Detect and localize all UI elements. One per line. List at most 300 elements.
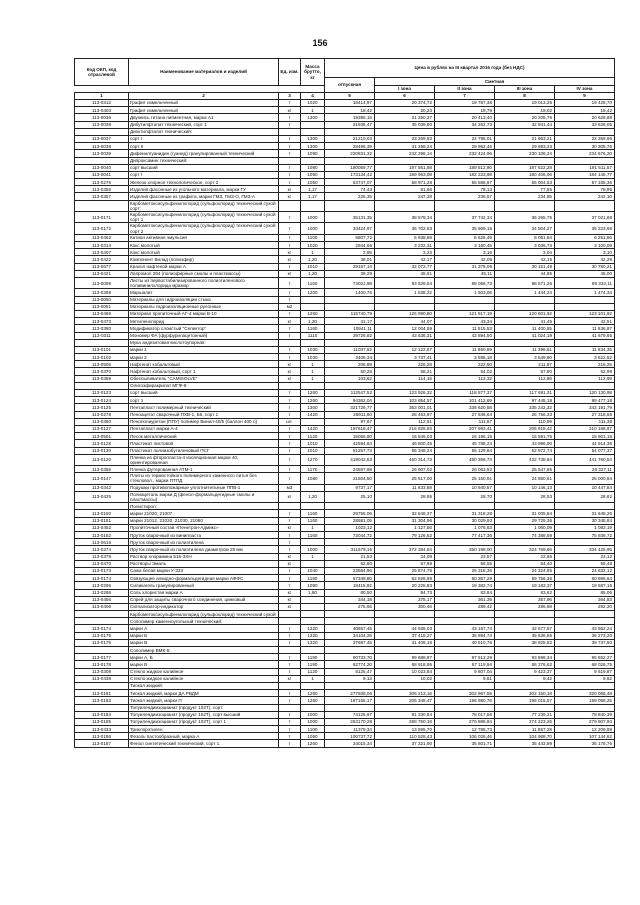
cell-zone-3-price: 19 183,37	[495, 582, 555, 589]
cell-mass: 1100	[301, 726, 325, 733]
cell-zone-4-price: 111,38	[555, 418, 615, 425]
cell-zone-2-price: 19,79	[435, 107, 495, 114]
cell-name: Железо хлорное технологическое, сорт 2	[129, 179, 279, 186]
cell-name: марки 1	[129, 346, 279, 353]
cell-code: 113-0370	[75, 368, 129, 375]
cell-zone-4-price	[555, 128, 615, 135]
cell-zone-4-price: 42,51	[555, 318, 615, 325]
cell-name: Подушки противопожарные уплотнительные ППВ-1	[129, 484, 279, 491]
cell-code: 113-0182	[75, 697, 129, 704]
col-number: 8	[495, 93, 555, 100]
table-row	[75, 296, 615, 303]
cell-mass: 1	[301, 375, 325, 382]
cell-name: Пластикат полиизобутиленовый ПСГ	[129, 447, 279, 454]
cell-release-price	[325, 382, 375, 389]
cell-zone-1-price: 38 578,34	[375, 212, 435, 223]
cell-zone-1-price: 68 918,95	[375, 661, 435, 668]
cell-code: 113-0181	[75, 690, 129, 697]
cell-unit: т	[279, 668, 301, 675]
cell-code: 113-0296	[75, 582, 129, 589]
cell-unit: т	[279, 539, 301, 546]
cell-code: 113-0187	[75, 740, 129, 747]
cell-mass: 1060	[301, 733, 325, 740]
cell-zone-4-price	[555, 682, 615, 689]
cell-zone-4-price	[555, 611, 615, 618]
cell-mass: 1320	[301, 632, 325, 639]
cell-mass	[301, 618, 325, 625]
cell-zone-3-price: 180 406,06	[495, 171, 555, 178]
cell-zone-2-price: 22 795,01	[435, 135, 495, 142]
cell-zone-1-price: 62 926,69	[375, 575, 435, 582]
col-number: 1	[75, 93, 129, 100]
cell-name: марки А	[129, 625, 279, 632]
cell-unit: м3	[279, 484, 301, 491]
table-row	[75, 603, 615, 610]
cell-unit: т	[279, 510, 301, 517]
cell-zone-4-price: 216,25	[555, 361, 615, 368]
cell-mass: 1190	[301, 654, 325, 661]
cell-zone-4-price: 41 679,65	[555, 332, 615, 339]
table-row	[75, 553, 615, 560]
cell-mass: 1020	[301, 100, 325, 107]
cell-release-price: 18414,97	[325, 100, 375, 107]
cell-unit: т	[279, 740, 301, 747]
cell-zone-2-price: 78,13	[435, 186, 495, 193]
cell-unit	[279, 382, 301, 389]
cell-release-price: 2,95	[325, 249, 375, 256]
cell-zone-4-price: 35 223,68	[555, 223, 615, 234]
cell-release-price: 39726,82	[325, 332, 375, 339]
cell-zone-3-price: 211,87	[495, 361, 555, 368]
cell-mass: 1090	[301, 164, 325, 171]
cell-zone-4-price: 199 058,25	[555, 697, 615, 704]
cell-zone-2-price: 196 980,76	[435, 697, 495, 704]
cell-zone-3-price	[495, 503, 555, 510]
cell-unit: т	[279, 263, 301, 270]
cell-code: 113-0184	[75, 711, 129, 718]
cell-name: Карбометоксисульфенилхлорид (сульфохлорид) технический сухой сорт 2	[129, 223, 279, 234]
table-row	[75, 310, 615, 317]
cell-name: Пеноацетат сварочный ПХВ-1, Б5, сорт 1	[129, 411, 279, 418]
cell-name: сорт высший	[129, 164, 279, 171]
cell-zone-4-price: 57 165,36	[555, 179, 615, 186]
cell-zone-2-price: 31 318,28	[435, 510, 495, 517]
cell-code: 113-0120	[75, 454, 129, 465]
cell-zone-2-price: 40 510,76	[435, 639, 495, 646]
cell-zone-4-price: 441 760,54	[555, 454, 615, 465]
cell-zone-2-price: 232 424,96	[435, 150, 495, 157]
cell-zone-1-price	[375, 611, 435, 618]
table-row	[75, 546, 615, 553]
cell-unit: т	[279, 332, 301, 339]
cell-release-price	[325, 682, 375, 689]
cell-zone-3-price: 59 756,36	[495, 575, 555, 582]
cell-code: 113-0470	[75, 560, 129, 567]
table-row	[75, 186, 615, 193]
cell-name: марки В	[129, 639, 279, 646]
cell-release-price: 74,43	[325, 186, 375, 193]
cell-code: 113-0357	[75, 193, 129, 200]
cell-name: Пенополиуретан (ППУ) полимер Винил-40/5 (баллон 400 л)	[129, 418, 279, 425]
cell-zone-2-price: 1 076,63	[435, 524, 495, 531]
cell-zone-3-price: 42,15	[495, 256, 555, 263]
cell-zone-2-price: 289,42	[435, 603, 495, 610]
cell-zone-1-price: 25 517,00	[375, 473, 435, 484]
cell-code: 113-0186	[75, 733, 129, 740]
cell-code: 113-0151	[75, 517, 129, 524]
cell-zone-2-price	[435, 382, 495, 389]
cell-name: Пруток сварочный из винипласта	[129, 532, 279, 539]
table-row	[75, 589, 615, 596]
cell-release-price: 187155,17	[325, 697, 375, 704]
cell-mass: 1260	[301, 697, 325, 704]
table-row	[75, 397, 615, 404]
cell-code: 113-0173	[75, 567, 129, 574]
cell-zone-4-price: 52,99	[555, 368, 615, 375]
cell-zone-4-price: 85,06	[555, 589, 615, 596]
cell-unit: т	[279, 440, 301, 447]
cell-unit	[279, 618, 301, 625]
cell-zone-2-price: 350 199,00	[435, 546, 495, 553]
cell-zone-1-price: 13 595,70	[375, 726, 435, 733]
cell-zone-3-price: 324 769,66	[495, 546, 555, 553]
cell-zone-3-price: 112,86	[495, 375, 555, 382]
cell-zone-4-price: 31 648,26	[555, 510, 615, 517]
cell-zone-3-price: 83,62	[495, 589, 555, 596]
cell-code: 113-0462	[75, 234, 129, 241]
cell-release-price: 25,10	[325, 491, 375, 502]
cell-release-price: 225,35	[325, 193, 375, 200]
cell-release-price: 37697,45	[325, 639, 375, 646]
cell-name: Метиленхлорид	[129, 318, 279, 325]
cell-mass: 1	[301, 249, 325, 256]
cell-zone-2-price: 11 515,53	[435, 325, 495, 332]
cell-mass: 1010	[301, 440, 325, 447]
cell-code: 113-0038	[75, 143, 129, 150]
cell-release-price: 40657,45	[325, 625, 375, 632]
cell-release-price: 97,67	[325, 418, 375, 425]
cell-code	[75, 618, 129, 625]
cell-unit: кг	[279, 560, 301, 567]
cell-zone-3-price: 11 400,65	[495, 325, 555, 332]
cell-release-price: 90733,70	[325, 654, 375, 661]
cell-unit: т	[279, 661, 301, 668]
cell-zone-1-price: 197 561,58	[375, 164, 435, 171]
cell-unit: т	[279, 411, 301, 418]
cell-zone-3-price: 34 504,27	[495, 223, 555, 234]
cell-zone-3-price	[495, 200, 555, 211]
cell-mass: 1090	[301, 582, 325, 589]
table-row	[75, 223, 615, 234]
cell-name: Пруток сварочный из полиэтилена диаметром 25 мм	[129, 546, 279, 553]
cell-mass	[301, 303, 325, 310]
cell-zone-3-price: 24 324,85	[495, 567, 555, 574]
cell-name: Листы из первостабилизированного полиэтиленового поливинилхлорида мрамор	[129, 277, 279, 288]
cell-zone-3-price: 25 547,65	[495, 466, 555, 473]
cell-release-price: 25911,60	[325, 411, 375, 418]
cell-zone-3-price: 205 918,42	[495, 425, 555, 432]
cell-code: 113-0342	[75, 484, 129, 491]
cell-unit	[279, 704, 301, 711]
cell-mass	[301, 560, 325, 567]
cell-unit	[279, 339, 301, 346]
cell-zone-3-price: 38 925,82	[495, 639, 555, 646]
cell-code: 113-0466	[75, 310, 129, 317]
cell-zone-1-price: 20,23	[375, 107, 435, 114]
table-row	[75, 740, 615, 747]
cell-name: Полистирол:	[129, 503, 279, 510]
cell-name: Карбометоксисульфенилхлорид (сульфохлорид) технический сухой	[129, 611, 279, 618]
cell-release-price	[325, 539, 375, 546]
cell-zone-1-price: 23 269,93	[375, 135, 435, 142]
cell-code	[75, 200, 129, 211]
cell-zone-2-price	[435, 682, 495, 689]
cell-zone-1-price: 58 971,28	[375, 179, 435, 186]
cell-name: Маршалит	[129, 289, 279, 296]
cell-zone-4-price: 19 587,16	[555, 582, 615, 589]
cell-zone-2-price: 3 585,18	[435, 354, 495, 361]
cell-code: 113-0615	[75, 539, 129, 546]
cell-zone-1-price: 56 348,24	[375, 447, 435, 454]
cell-zone-3-price: 104 968,70	[495, 733, 555, 740]
cell-zone-2-price: 236,57	[435, 193, 495, 200]
cell-zone-2-price: 35 894,74	[435, 632, 495, 639]
cell-release-price: 72044,72	[325, 532, 375, 539]
cell-zone-4-price: 184 145,77	[555, 171, 615, 178]
cell-zone-2-price: 43,34	[435, 318, 495, 325]
table-row	[75, 418, 615, 425]
table-row	[75, 473, 615, 484]
cell-zone-2-price: 222,50	[435, 361, 495, 368]
cell-zone-1-price: 10,02	[375, 675, 435, 682]
cell-zone-1-price: 99 688,87	[375, 654, 435, 661]
cell-zone-3-price: 41,45	[495, 318, 555, 325]
cell-release-price: 275,65	[325, 603, 375, 610]
cell-mass: 1,20	[301, 318, 325, 325]
cell-zone-4-price	[555, 503, 615, 510]
cell-zone-3-price: 57,90	[495, 368, 555, 375]
cell-code: 113-0050	[75, 296, 129, 303]
cell-zone-3-price: 97 445,18	[495, 397, 555, 404]
cell-release-price: 28496,39	[325, 143, 375, 150]
cell-zone-3-price: 9 423,37	[495, 668, 555, 675]
table-row	[75, 582, 615, 589]
cell-zone-1-price: 1 538,22	[375, 289, 435, 296]
cell-zone-1-price: 103 654,57	[375, 397, 435, 404]
cell-name: Соль хлористая марки А	[129, 589, 279, 596]
cell-mass: 1300	[301, 404, 325, 411]
cell-unit: т	[279, 310, 301, 317]
cell-zone-2-price: 34 262,73	[435, 121, 495, 128]
cell-zone-3-price: 20 205,76	[495, 114, 555, 121]
cell-mass: 1110	[301, 332, 325, 339]
cell-name: Графит измельченный	[129, 100, 279, 107]
table-row	[75, 171, 615, 178]
cell-zone-2-price: 3 160,45	[435, 242, 495, 249]
cell-zone-1-price: 57,89	[375, 560, 435, 567]
cell-code: 113-0127	[75, 425, 129, 432]
cell-code	[75, 682, 129, 689]
cell-release-price: 263170,28	[325, 718, 375, 725]
cell-unit: т	[279, 433, 301, 440]
cell-zone-4-price: 22 359,96	[555, 135, 615, 142]
cell-name: Сополимер ВМК-5:	[129, 647, 279, 654]
cell-zone-3-price: 28,53	[495, 491, 555, 502]
table-row	[75, 354, 615, 361]
cell-name: Связующее алкидно-формальдегидная марки АФФС	[129, 575, 279, 582]
cell-mass: 1120	[301, 668, 325, 675]
cell-code: 113-0178	[75, 661, 129, 668]
table-row	[75, 289, 615, 296]
cell-zone-2-price	[435, 200, 495, 211]
cell-mass: 1,20	[301, 256, 325, 263]
cell-mass: 1260	[301, 390, 325, 397]
cell-code: 113-0150	[75, 510, 129, 517]
cell-unit: т	[279, 575, 301, 582]
cell-code: 113-0505	[75, 361, 129, 368]
cell-unit: т	[279, 473, 301, 484]
cell-mass: 1260	[301, 740, 325, 747]
cell-zone-4-price	[555, 647, 615, 654]
cell-code: 113-0355	[75, 466, 129, 473]
header-release: отпускная	[325, 78, 375, 93]
cell-zone-3-price: 120 601,92	[495, 310, 555, 317]
cell-name: Крахол нафтеной марки А	[129, 263, 279, 270]
cell-mass	[301, 484, 325, 491]
cell-release-price: 29157,14	[325, 263, 375, 270]
cell-mass: 1160	[301, 517, 325, 524]
cell-code: 113-0407	[75, 249, 129, 256]
cell-zone-1-price: 81,66	[375, 186, 435, 193]
cell-name: Фезоль пастообразный, марка А	[129, 733, 279, 740]
cell-zone-3-price: 93 698,34	[495, 654, 555, 661]
cell-zone-3-price: 3 036,73	[495, 242, 555, 249]
cell-name: Двуокись титана пигментная, марка А1	[129, 114, 279, 121]
cell-zone-2-price: 29 962,46	[435, 143, 495, 150]
cell-zone-3-price: 31 005,84	[495, 510, 555, 517]
table-row	[75, 212, 615, 223]
cell-zone-2-price: 23,57	[435, 553, 495, 560]
cell-unit: т	[279, 711, 301, 718]
cell-unit	[279, 682, 301, 689]
header-zone-4: IV зона	[555, 86, 615, 93]
cell-unit: кг	[279, 249, 301, 256]
cell-zone-2-price: 450 356,74	[435, 454, 495, 465]
cell-zone-4-price: 42,29	[555, 256, 615, 263]
cell-name: Тиокол жидкий:	[129, 682, 279, 689]
table-row	[75, 200, 615, 211]
cell-zone-1-price: 114,15	[375, 375, 435, 382]
cell-zone-2-price: 25 318,36	[435, 567, 495, 574]
cell-mass: 1000	[301, 718, 325, 725]
cell-code: 113-0276	[75, 179, 129, 186]
cell-name: Изделия фасонные из графита, марки ГМЗ, ГМЗ-О, ГМЗ-А	[129, 193, 279, 200]
cell-zone-2-price: 11 860,59	[435, 346, 495, 353]
table-row	[75, 440, 615, 447]
cell-name: Материалы для гидроизоляции стыка	[129, 296, 279, 303]
cell-name: Карбометоксисульфенилхлорид (сульфохлорид) технический сухой сорт 1	[129, 212, 279, 223]
cell-name: Раствор хлорамина 51К-3ХН	[129, 553, 279, 560]
cell-zone-1-price: 353 001,01	[375, 404, 435, 411]
cell-name: Полиацеталь марки Д (фенол-формальдегидные смолы и пластмассы)	[129, 491, 279, 502]
cell-mass	[301, 339, 325, 346]
cell-mass: 1,17	[301, 186, 325, 193]
cell-mass: 1260	[301, 310, 325, 317]
cell-name: марки В	[129, 661, 279, 668]
cell-mass	[301, 503, 325, 510]
cell-zone-1-price: 288 750,18	[375, 718, 435, 725]
cell-zone-4-price: 30 345,84	[555, 517, 615, 524]
cell-mass: 1	[301, 524, 325, 531]
table-row	[75, 654, 615, 661]
cell-unit: кг	[279, 318, 301, 325]
cell-zone-2-price: 45,11	[435, 270, 495, 277]
cell-unit: т	[279, 212, 301, 223]
cell-mass: 1190	[301, 661, 325, 668]
cell-zone-1-price: 31 304,96	[375, 517, 435, 524]
cell-release-price: 112547,52	[325, 390, 375, 397]
cell-unit: т	[279, 567, 301, 574]
cell-name: сорт 1	[129, 397, 279, 404]
cell-zone-1-price: 36 702,63	[375, 223, 435, 234]
cell-release-price: 3406,34	[325, 354, 375, 361]
header-zone-3: III зона	[495, 86, 555, 93]
cell-release-price: 11379,34	[325, 726, 375, 733]
header-name: Наименование материалов и изделий	[129, 59, 279, 86]
cell-code: 113-0438	[75, 675, 129, 682]
table-row	[75, 114, 615, 121]
cell-unit: т	[279, 171, 301, 178]
cell-zone-1-price: 12 004,59	[375, 325, 435, 332]
cell-zone-1-price: 37 418,27	[375, 632, 435, 639]
cell-name: Песок металлический	[129, 433, 279, 440]
cell-mass: 1	[301, 553, 325, 560]
cell-mass	[301, 296, 325, 303]
cell-name: Растворы Эмаль	[129, 560, 279, 567]
cell-code: 113-0501	[75, 433, 129, 440]
cell-unit: т	[279, 121, 301, 128]
cell-mass: 1160	[301, 532, 325, 539]
cell-mass: 1320	[301, 625, 325, 632]
cell-zone-1-price: 126 990,80	[375, 310, 435, 317]
cell-zone-1-price: 21 250,37	[375, 114, 435, 121]
cell-unit: кг	[279, 603, 301, 610]
cell-unit: т	[279, 143, 301, 150]
cell-release-price: 28581,05	[325, 517, 375, 524]
cell-mass	[301, 121, 325, 128]
cell-zone-2-price: 302 967,55	[435, 690, 495, 697]
table-row	[75, 318, 615, 325]
cell-zone-2-price	[435, 296, 495, 303]
cell-unit: т	[279, 466, 301, 473]
cell-release-price	[325, 647, 375, 654]
cell-zone-1-price: 372 384,84	[375, 546, 435, 553]
cell-release-price: 23564,96	[325, 567, 375, 574]
header-estimate: Сметная	[375, 78, 615, 86]
col-number: 5	[325, 93, 375, 100]
cell-zone-3-price: 357,96	[495, 596, 555, 603]
table-row	[75, 517, 615, 524]
cell-zone-3-price: 21 963,21	[495, 135, 555, 142]
cell-name: Пропиточный состав «Пенетрон-Адмикс»	[129, 524, 279, 531]
table-row	[75, 193, 615, 200]
table-row	[75, 510, 615, 517]
cell-zone-2-price: 6 625,49	[435, 234, 495, 241]
cell-zone-1-price: 112,61	[375, 418, 435, 425]
cell-name: Дифенилгуанидин (гуанид) гранулированный технический	[129, 150, 279, 157]
cell-mass: 1300	[301, 135, 325, 142]
cell-code: 113-0278	[75, 411, 129, 418]
